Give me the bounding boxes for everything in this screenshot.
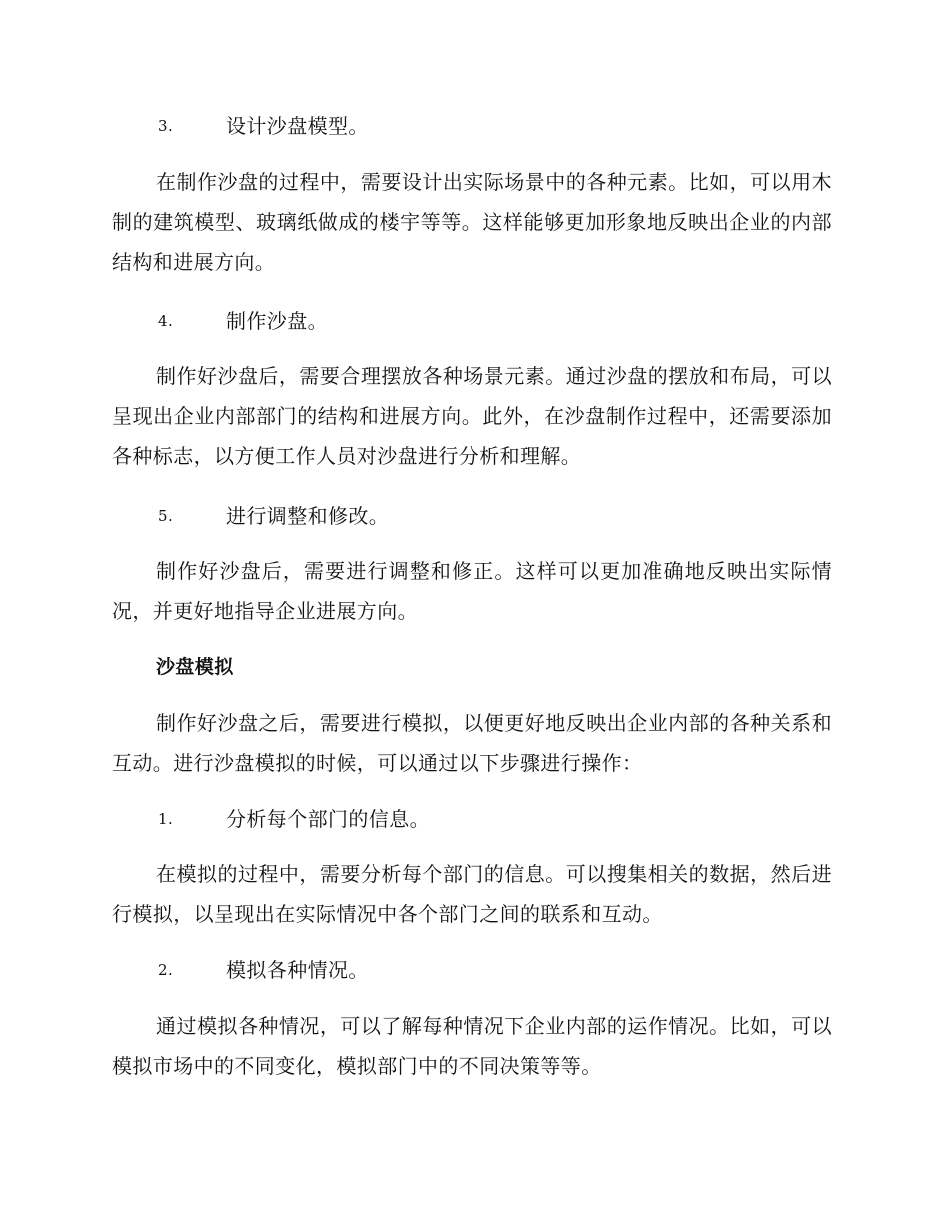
list-item-text: 制作沙盘。 xyxy=(226,309,328,333)
list-item-text: 模拟各种情况。 xyxy=(226,958,369,982)
paragraph-analyze: 在模拟的过程中，需要分析每个部门的信息。可以搜集相关的数据，然后进行模拟，以呈现出在实际情况中各个部门之间的联系和互动。 xyxy=(112,862,832,926)
list-item-3 xyxy=(112,106,832,146)
paragraph-make-sandbox: 制作好沙盘后，需要合理摆放各种场景元素。通过沙盘的摆放和布局，可以呈现出企业内部部门的结构和进展方向。此外，在沙盘制作过程中，还需要添加各种标志，以方便工作人员对沙盘进行分析和理解。 xyxy=(112,364,832,468)
list-item-1 xyxy=(112,799,832,839)
list-number: 2. xyxy=(158,961,174,979)
paragraph-simulate-cases: 通过模拟各种情况，可以了解每种情况下企业内部的运作情况。比如，可以模拟市场中的不同变化，模拟部门中的不同决策等等。 xyxy=(112,1014,832,1078)
list-item-2 xyxy=(112,950,832,990)
paragraph-simulation-intro: 制作好沙盘之后，需要进行模拟，以便更好地反映出企业内部的各种关系和互动。进行沙盘模拟的时候，可以通过以下步骤进行操作： xyxy=(112,711,832,775)
list-number: 5. xyxy=(158,507,174,525)
list-item-text: 进行调整和修改。 xyxy=(226,504,390,528)
list-number: 3. xyxy=(158,117,174,135)
list-item-4 xyxy=(112,301,832,341)
paragraph-adjust: 制作好沙盘后，需要进行调整和修正。这样可以更加准确地反映出实际情况，并更好地指导企业进展方向。 xyxy=(112,559,832,623)
list-number: 1. xyxy=(158,810,174,828)
list-item-text: 设计沙盘模型。 xyxy=(226,114,369,138)
paragraph-design-model: 在制作沙盘的过程中，需要设计出实际场景中的各种元素。比如，可以用木制的建筑模型、玻璃纸做成的楼宇等等。这样能够更加形象地反映出企业的内部结构和进展方向。 xyxy=(112,170,832,274)
list-item-text: 分析每个部门的信息。 xyxy=(226,807,430,831)
list-item-5 xyxy=(112,496,832,536)
list-number: 4. xyxy=(158,312,174,330)
section-heading: 沙盘模拟 xyxy=(156,656,234,678)
